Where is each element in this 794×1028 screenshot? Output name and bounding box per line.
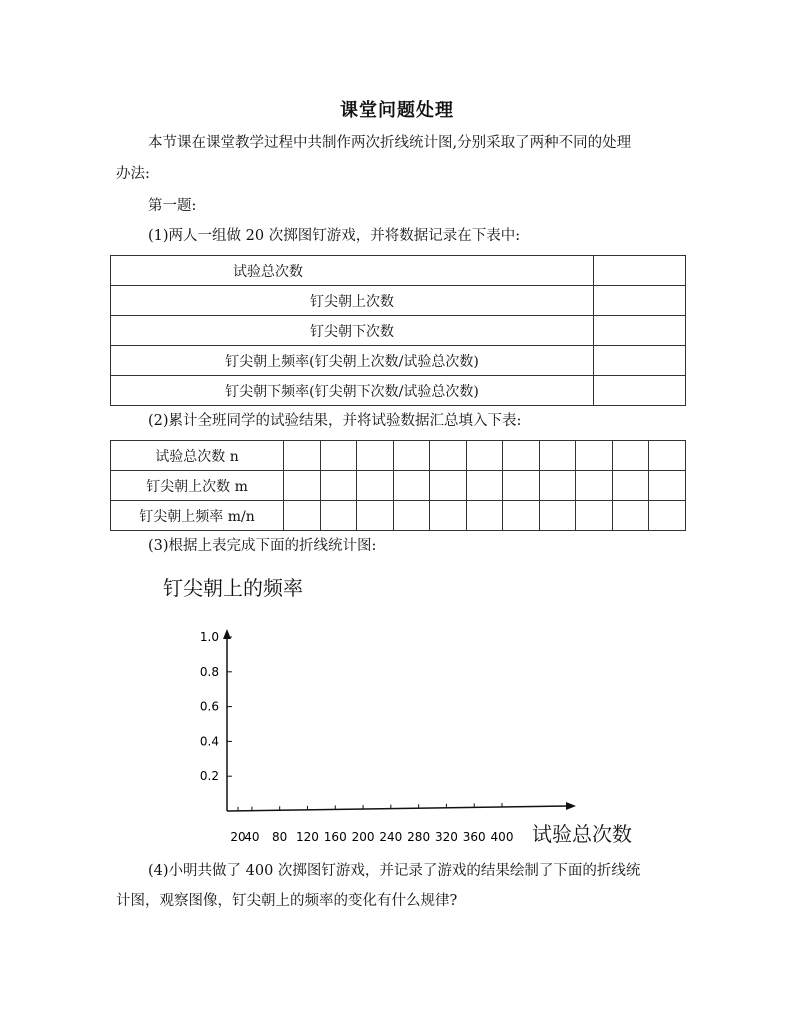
intro-line-1: 本节课在课堂教学过程中共制作两次折线统计图,分别采取了两种不同的处理 — [148, 135, 632, 151]
y-tick-label: 0.2 — [199, 769, 219, 784]
table-cell — [503, 501, 540, 531]
x-tick-label: 80 — [272, 830, 288, 844]
x-tick-label: 360 — [462, 830, 486, 844]
table-cell — [430, 471, 467, 501]
table-cell — [594, 286, 686, 316]
record-table — [110, 255, 686, 406]
x-tick-label: 240 — [379, 830, 403, 844]
row-label: 试验总次数 — [111, 256, 594, 286]
table-cell — [612, 471, 649, 501]
page-title: 课堂问题处理 — [340, 100, 454, 121]
table-cell — [466, 441, 503, 471]
table-cell — [357, 441, 394, 471]
table-cell — [393, 471, 430, 501]
question-4-line-2: 计图，观察图像，钉尖朝上的频率的变化有什么规律? — [116, 893, 458, 909]
table-cell — [539, 441, 576, 471]
table-cell — [393, 441, 430, 471]
table-cell — [594, 256, 686, 286]
table-cell — [576, 501, 613, 531]
question-3: (3)根据上表完成下面的折线统计图: — [148, 538, 377, 554]
table-row — [111, 346, 686, 376]
table-cell — [649, 501, 686, 531]
row-label: 钉尖朝下频率(钉尖朝下次数/试验总次数) — [111, 376, 594, 406]
table-cell — [430, 441, 467, 471]
x-tick-label: 20 — [230, 830, 246, 844]
empty-line-chart — [150, 565, 650, 850]
question-2: (2)累计全班同学的试验结果，并将试验数据汇总填入下表: — [148, 413, 522, 429]
intro-line-2: 办法: — [116, 166, 150, 182]
table-cell — [539, 501, 576, 531]
x-tick-label: 320 — [434, 830, 458, 844]
table-cell — [466, 501, 503, 531]
chart-x-axis-label: 试验总次数 — [532, 822, 632, 846]
section-heading: 第一题: — [148, 198, 197, 214]
chart-x-axis — [227, 806, 568, 811]
table-cell — [284, 501, 321, 531]
table-cell — [612, 501, 649, 531]
y-tick-label: 0.8 — [199, 664, 219, 679]
x-tick-label: 400 — [490, 830, 514, 844]
table-row — [111, 471, 686, 501]
table-cell — [393, 501, 430, 531]
table-cell — [576, 471, 613, 501]
table-cell — [503, 441, 540, 471]
question-1: (1)两人一组做 20 次掷图钉游戏，并将数据记录在下表中: — [148, 228, 521, 244]
table-cell — [284, 471, 321, 501]
table-cell — [284, 441, 321, 471]
table-cell — [430, 501, 467, 531]
table-cell — [320, 471, 357, 501]
x-tick-label: 40 — [244, 830, 260, 844]
table-cell — [649, 471, 686, 501]
x-axis-arrow-icon — [566, 802, 576, 810]
summary-table — [110, 440, 686, 531]
table-cell — [503, 471, 540, 501]
chart-y-axis-label: 钉尖朝上的频率 — [163, 576, 303, 600]
x-tick-label: 280 — [407, 830, 431, 844]
x-tick-label: 160 — [323, 830, 347, 844]
table-row — [111, 256, 686, 286]
row-label: 钉尖朝下次数 — [111, 316, 594, 346]
table-cell — [594, 376, 686, 406]
row-label: 钉尖朝上次数 m — [111, 471, 284, 501]
table-row — [111, 501, 686, 531]
row-label: 钉尖朝上频率 m/n — [111, 501, 284, 531]
table-cell — [539, 471, 576, 501]
table-row — [111, 316, 686, 346]
table-row — [111, 376, 686, 406]
row-label: 钉尖朝上次数 — [111, 286, 594, 316]
table-cell — [649, 441, 686, 471]
row-label: 试验总次数 n — [111, 441, 284, 471]
y-tick-label: 0.4 — [199, 734, 219, 749]
table-cell — [320, 441, 357, 471]
table-cell — [357, 501, 394, 531]
row-label: 钉尖朝上频率(钉尖朝上次数/试验总次数) — [111, 346, 594, 376]
x-tick-label: 120 — [296, 830, 319, 844]
y-tick-label: 0.6 — [199, 699, 219, 714]
x-tick-label: 200 — [351, 830, 375, 844]
y-tick-label: 1.0 — [199, 630, 219, 644]
table-cell — [320, 501, 357, 531]
table-cell — [466, 471, 503, 501]
table-cell — [594, 346, 686, 376]
question-4-line-1: (4)小明共做了 400 次掷图钉游戏，并记录了游戏的结果绘制了下面的折线统 — [148, 863, 641, 879]
table-row — [111, 286, 686, 316]
table-cell — [576, 441, 613, 471]
table-row — [111, 441, 686, 471]
table-cell — [612, 441, 649, 471]
table-cell — [594, 316, 686, 346]
table-cell — [357, 471, 394, 501]
